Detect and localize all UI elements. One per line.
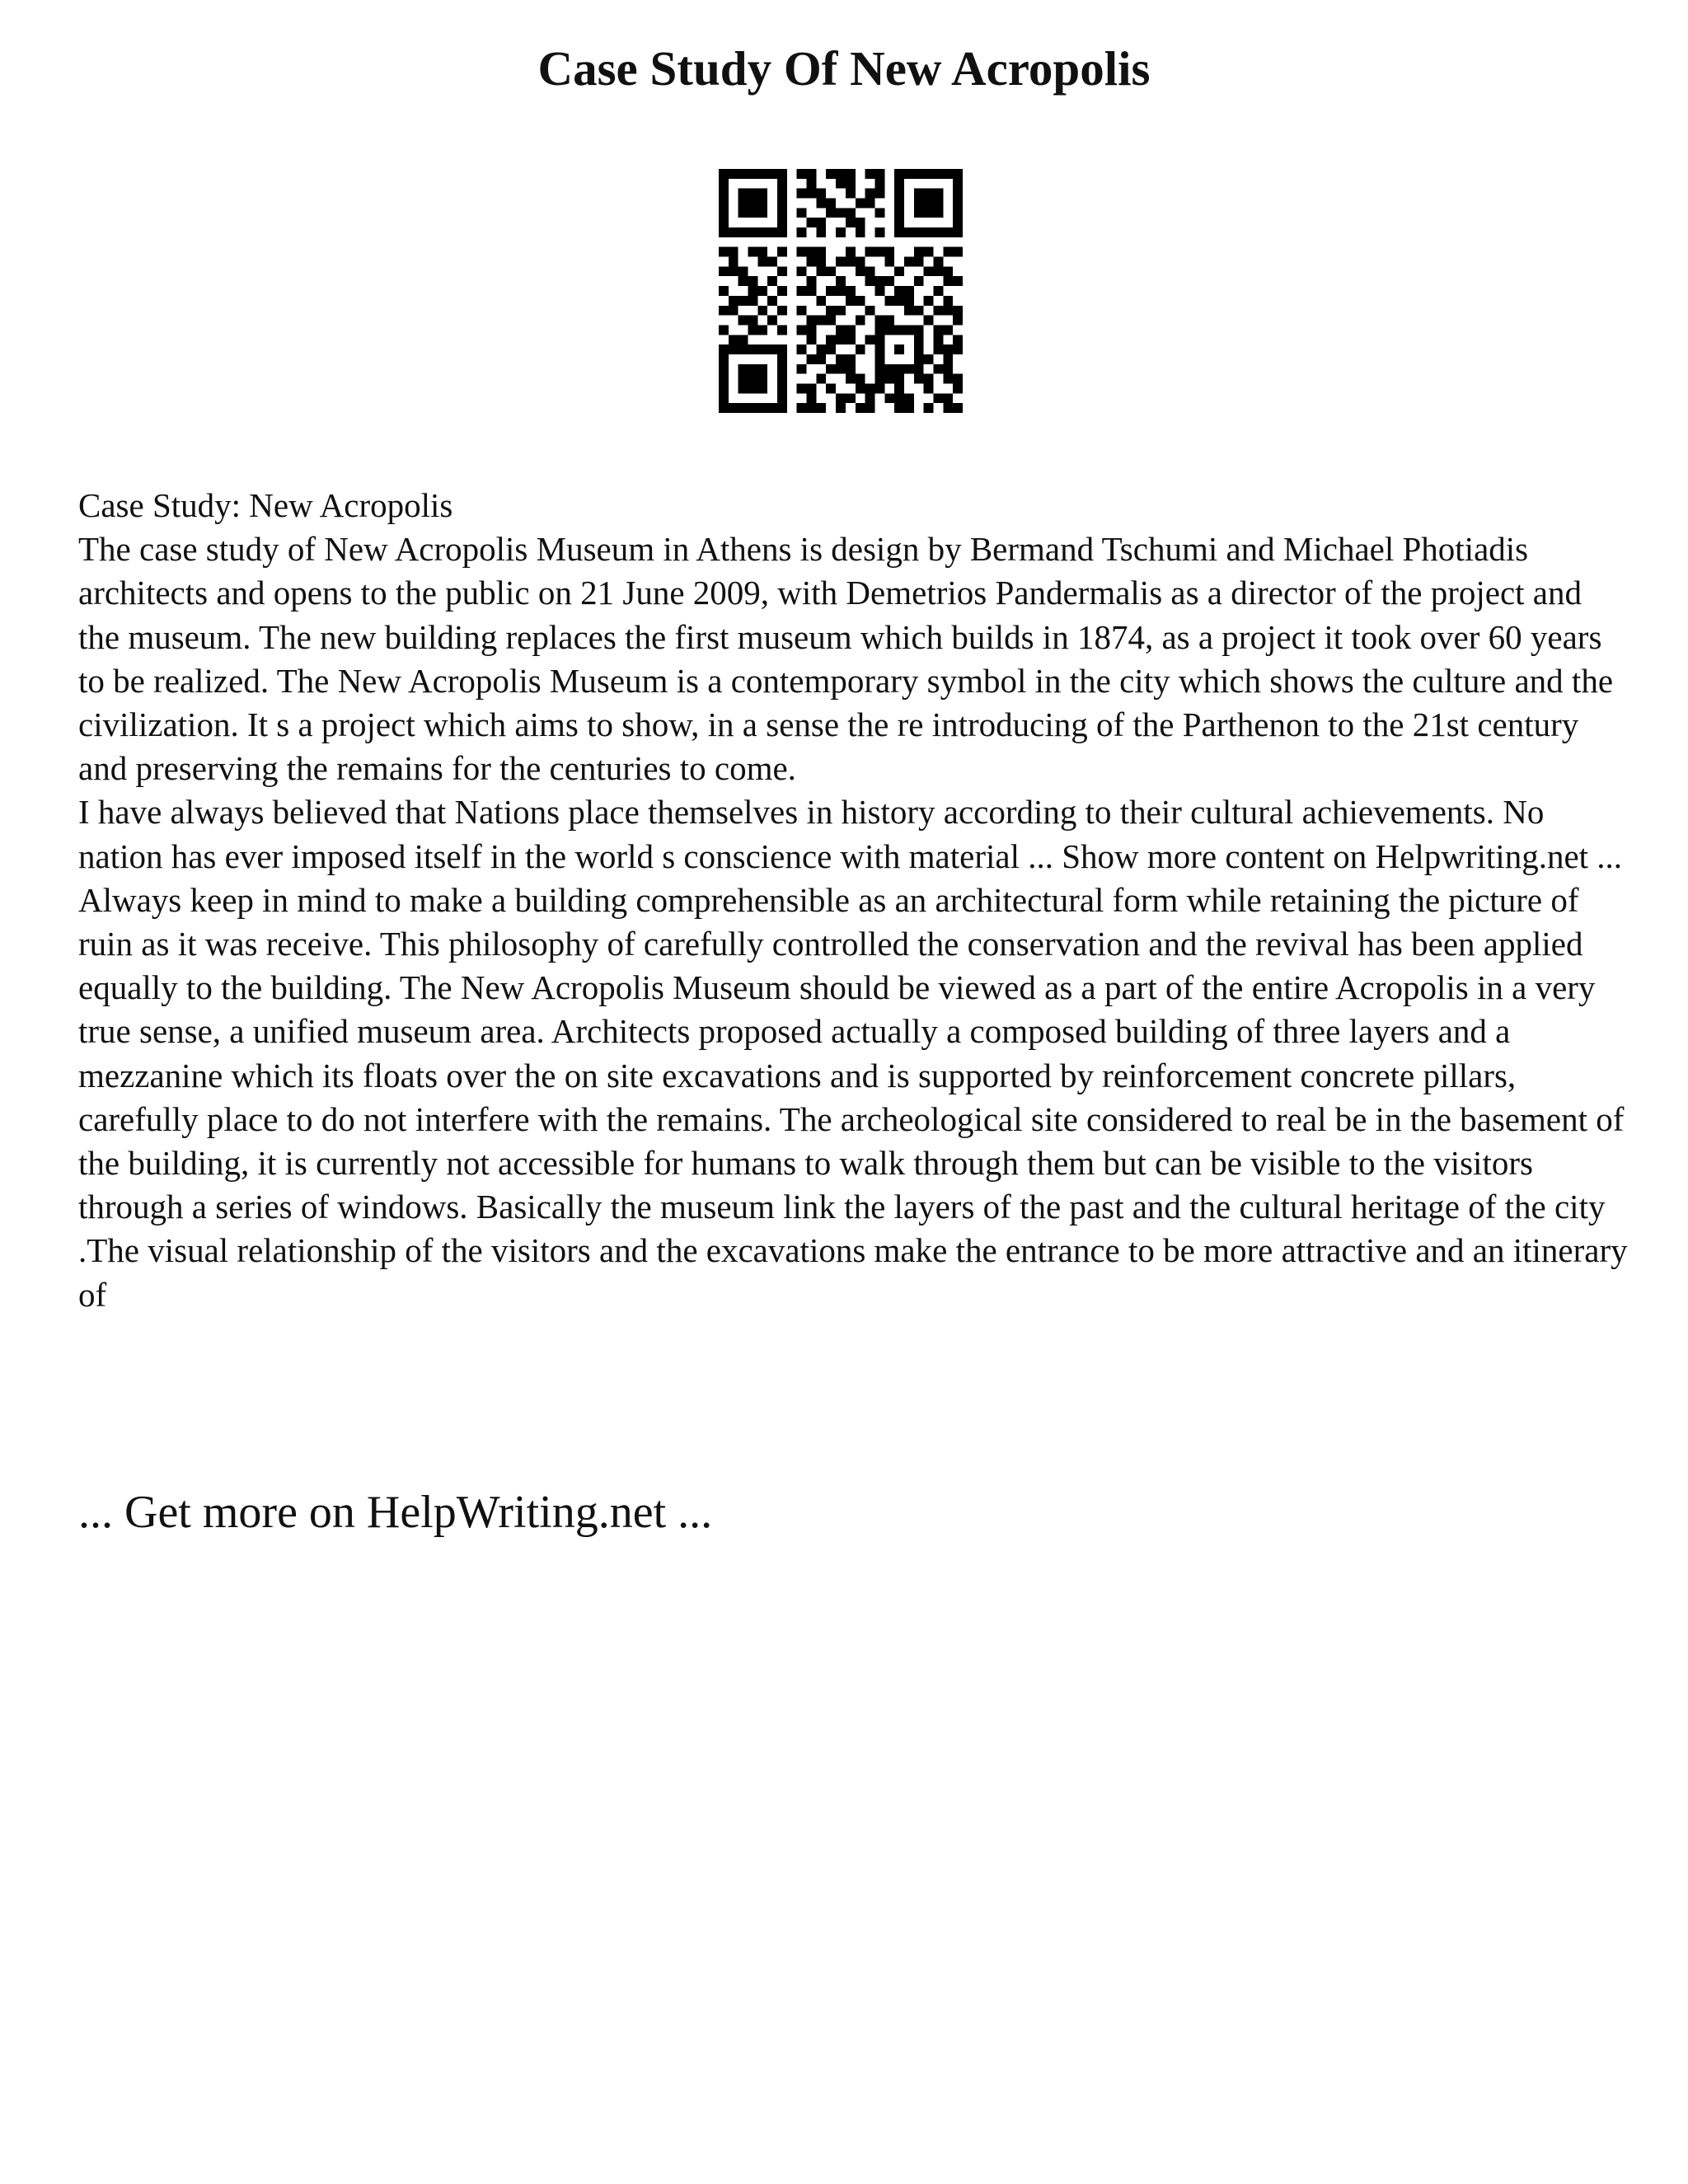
get-more-link[interactable]: ... Get more on HelpWriting.net ... bbox=[78, 1487, 713, 1538]
section-heading: Case Study: New Acropolis bbox=[78, 486, 453, 524]
document-title: Case Study Of New Acropolis bbox=[537, 41, 1151, 96]
paragraph-design: Always keep in mind to make a building comprehensible as an architectural form while retaining the picture of ruin as it was receive. This philosophy of carefully controlled the conservation and the revival has been applied equally to the building. The New Acropolis Museum should be viewed as a part of the entire Acropolis in a very true sense, a unified museum area. Architects proposed actually a composed building of three layers and a mezzanine which its floats over the on site excavations and is supported by reinforcement concrete pillars, carefully place to do not interfere with the remains. The archeological site considered to real be in the basement of the building, it is currently not accessible for humans to walk through them but can be visible to the visitors through a series of windows. Basically the museum link the layers of the past and the cultural heritage of the city .The visual relationship of the visitors and the excavations make the entrance to be more attractive and an itinerary of bbox=[78, 880, 1628, 1314]
paragraph-intro: The case study of New Acropolis Museum in Athens is design by Bermand Tschumi and Michael Photiadis architects and opens to the public on 21 June 2009, with Demetrios Pandermalis as a director of the project and the museum. The new building replaces the first museum which builds in 1874, as a project it took over 60 years to be realized. The New Acropolis Museum is a contemporary symbol in the city which shows the culture and the civilization. It s a project which aims to show, in a sense the re introducing of the Parthenon to the 21st century and preserving the remains for the centuries to come. bbox=[78, 530, 1614, 788]
paragraph-quote: I have always believed that Nations place themselves in history according to their cultural achievements. No nation has ever imposed itself in the world s conscience with material ... Show more content on Helpwriting.net ... bbox=[78, 793, 1623, 875]
qr-code bbox=[719, 169, 963, 413]
document-body bbox=[78, 484, 1628, 1317]
